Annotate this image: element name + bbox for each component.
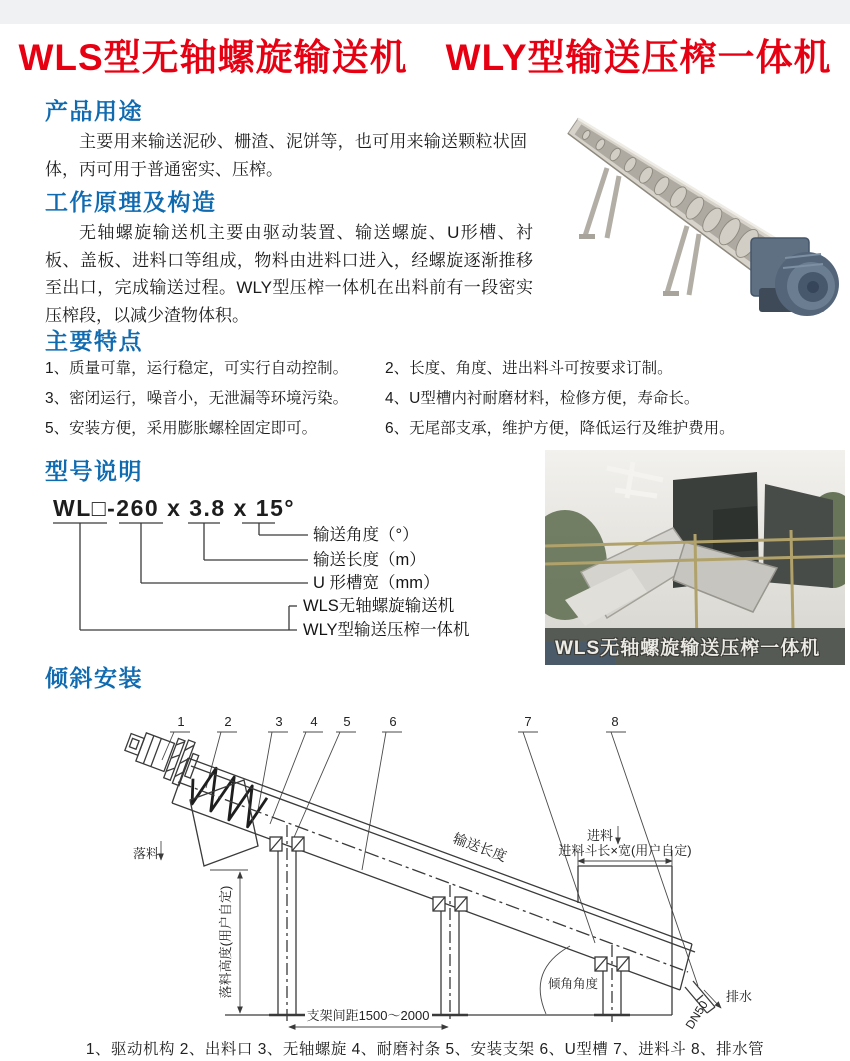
model-label-angle: 输送角度（°） (313, 526, 419, 544)
heading-usage: 产品用途 (45, 98, 143, 124)
model-code-diagram (45, 490, 525, 650)
label-hopper-dim: 进料斗长×宽(用户自定) (558, 843, 692, 858)
part-number-2: 2 (224, 714, 232, 729)
heading-model: 型号说明 (45, 458, 143, 484)
dimension-annotations (133, 826, 752, 1032)
label-feed: 进料 (587, 828, 614, 843)
heading-principle: 工作原理及构造 (45, 189, 217, 215)
feature-item: 1、质量可靠，运行稳定，可实行自动控制。 (45, 360, 349, 377)
panel-shadow (713, 506, 758, 554)
label-falling-height: 落料高度(用户自定) (218, 885, 233, 999)
drawing-caption: 1、驱动机构 2、出料口 3、无轴螺旋 4、耐磨衬条 5、安装支架 6、U型槽 7、进料斗 8、排水管 (85, 1041, 765, 1058)
model-label-length: 输送长度（m） (313, 551, 426, 569)
part-number-4: 4 (310, 714, 318, 729)
leg-foot (663, 291, 679, 296)
drive-motor (751, 238, 839, 316)
principle-paragraph: 无轴螺旋输送机主要由驱动装置、输送螺旋、U形槽、衬板、盖板、进料口等组成，物料由进料口进入，经螺旋逐渐推移至出口，完成输送过程。WLY型压榨一体机在出料前有一段密实压榨段，以减少渣物体积。 (45, 223, 533, 325)
part-number-7: 7 (524, 714, 532, 729)
support-column (269, 825, 305, 1022)
support-column (594, 945, 630, 1022)
heading-install: 倾斜安装 (45, 665, 143, 691)
heading-features: 主要特点 (45, 328, 143, 354)
label-drain: 排水 (726, 989, 753, 1004)
leader-lines (162, 732, 698, 986)
top-band (0, 0, 850, 24)
part-number-1: 1 (177, 714, 185, 729)
model-label-wls: WLS无轴螺旋输送机 (303, 597, 455, 615)
installation-drawing (40, 700, 820, 1035)
label-incline-angle: 倾角角度 (548, 977, 599, 991)
feature-list (45, 356, 820, 438)
part-number-5: 5 (343, 714, 351, 729)
photo-caption: WLS无轴螺旋输送压榨一体机 (555, 638, 821, 659)
label-convey-length: 输送长度 (450, 829, 510, 865)
label-drain-size: DN50 (682, 998, 711, 1032)
leg-foot (579, 234, 595, 239)
feature-item: 4、U型槽内衬耐磨材料，检修方便，寿命长。 (385, 390, 700, 407)
model-label-wly: WLY型输送压榨一体机 (303, 621, 470, 639)
screw-axis-centerline (178, 782, 688, 972)
feature-item: 6、无尾部支承，维护方便，降低运行及维护费用。 (385, 420, 735, 437)
model-code: WL□-260 x 3.8 x 15° (53, 495, 296, 521)
installed-product-photo (545, 450, 845, 665)
feature-item: 3、密闭运行，噪音小，无泄漏等环境污染。 (45, 390, 349, 407)
part-number-8: 8 (611, 714, 619, 729)
label-support-spacing: 支架间距1500～2000 (306, 1008, 430, 1023)
part-number-3: 3 (275, 714, 283, 729)
drive-mechanism (120, 720, 203, 788)
page-title: WLS型无轴螺旋输送机 WLY型输送压榨一体机 (18, 37, 832, 78)
model-label-width: U 形槽宽（mm） (313, 574, 440, 592)
part-number-6: 6 (389, 714, 397, 729)
feature-item: 5、安装方便，采用膨胀螺栓固定即可。 (45, 420, 318, 437)
label-falling: 落料 (133, 846, 160, 861)
usage-paragraph: 主要用来输送泥砂、栅渣、泥饼等，也可用来输送颗粒状固体，丙可用于普通密实、压榨。 (45, 132, 527, 179)
feature-item: 2、长度、角度、进出料斗可按要求订制。 (385, 360, 673, 377)
model-code-connectors (53, 523, 308, 630)
screw-conveyor-photo (545, 88, 845, 328)
